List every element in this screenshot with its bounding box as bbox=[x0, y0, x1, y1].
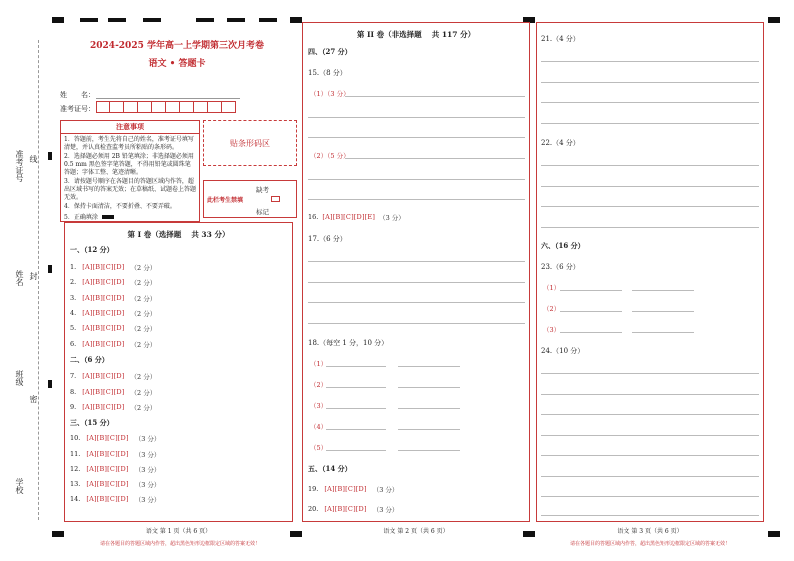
answer-line[interactable] bbox=[308, 282, 525, 283]
notice-item: 2．选择题必须用 2B 铅笔填涂；非选择题必须用 0.5 mm 黑色签字笔答题，不得用铅笔或圆珠笔答题；字体工整、笔迹清晰。 bbox=[64, 153, 194, 176]
answer-line[interactable] bbox=[326, 387, 386, 388]
question-label: 22.（4 分） bbox=[541, 139, 580, 147]
mc-question[interactable]: 2. [A][B][C][D] （2 分） bbox=[70, 278, 157, 287]
question-label: 17.（6 分） bbox=[308, 235, 347, 243]
notice-box bbox=[60, 120, 200, 222]
registration-mark bbox=[52, 531, 64, 537]
answer-line[interactable] bbox=[398, 366, 460, 367]
sub-question-label: （3） bbox=[310, 402, 328, 410]
barcode-area bbox=[203, 120, 297, 166]
absent-checkbox[interactable] bbox=[271, 196, 280, 202]
answer-line[interactable] bbox=[541, 435, 759, 436]
registration-mark bbox=[768, 531, 780, 537]
notice-item: 3．请按题号顺序在各题目的答题区域内作答，超出区域书写的答案无效；在草稿纸、试题卷上答题无效。 bbox=[64, 178, 197, 201]
side-label-class: 班级 bbox=[15, 370, 24, 386]
exam-number-boxes[interactable] bbox=[96, 101, 236, 113]
exam-number-label: 准考证号： bbox=[60, 105, 95, 113]
answer-line[interactable] bbox=[326, 366, 386, 367]
mc-question[interactable]: 12. [A][B][C][D] （3 分） bbox=[70, 465, 161, 474]
notice-item: 5．正确填涂 bbox=[64, 214, 98, 221]
sub-question-label: （4） bbox=[310, 423, 328, 431]
section-title: 六、（16 分） bbox=[541, 241, 585, 250]
question-label: 15.（8 分） bbox=[308, 69, 347, 77]
answer-line[interactable] bbox=[308, 302, 525, 303]
binding-line bbox=[38, 40, 39, 520]
question-label: 24.（10 分） bbox=[541, 347, 585, 355]
answer-line[interactable] bbox=[345, 96, 525, 97]
registration-mark bbox=[227, 18, 245, 22]
sub-question-label: （5） bbox=[310, 444, 328, 452]
answer-line[interactable] bbox=[541, 227, 759, 228]
registration-mark bbox=[143, 18, 161, 22]
section-title: 一、（12 分） bbox=[70, 245, 114, 254]
page-footer: 语文 第 1 页（共 6 页） bbox=[145, 528, 212, 535]
answer-line[interactable] bbox=[308, 137, 525, 138]
registration-mark bbox=[259, 18, 277, 22]
question-label: 21.（4 分） bbox=[541, 35, 580, 43]
mc-question[interactable]: 3. [A][B][C][D] （2 分） bbox=[70, 294, 157, 303]
mc-question[interactable]: 11. [A][B][C][D] （3 分） bbox=[70, 450, 161, 459]
answer-line[interactable] bbox=[560, 311, 622, 312]
registration-mark bbox=[48, 380, 52, 388]
mc-question[interactable]: 16. [A][B][C][D][E] （3 分） bbox=[308, 213, 405, 222]
answer-line[interactable] bbox=[398, 429, 460, 430]
mc-question[interactable]: 20. [A][B][C][D] （3 分） bbox=[308, 505, 399, 514]
mc-question[interactable]: 4. [A][B][C][D] （2 分） bbox=[70, 309, 157, 318]
answer-line[interactable] bbox=[560, 290, 622, 291]
answer-line[interactable] bbox=[326, 408, 386, 409]
answer-line[interactable] bbox=[541, 165, 759, 166]
answer-line[interactable] bbox=[308, 117, 525, 118]
answer-line[interactable] bbox=[398, 408, 460, 409]
mc-question[interactable]: 8. [A][B][C][D] （2 分） bbox=[70, 388, 157, 397]
absent-warning: 此栏考生禁填 bbox=[207, 197, 244, 204]
question-label: 18.（每空 1 分，10 分） bbox=[308, 339, 389, 347]
section-title: 五、（14 分） bbox=[308, 464, 352, 473]
answer-line[interactable] bbox=[308, 261, 525, 262]
page-footer: 语文 第 3 页（共 6 页） bbox=[617, 528, 683, 535]
answer-line[interactable] bbox=[541, 496, 759, 497]
side-label-line: 线 bbox=[29, 155, 38, 163]
answer-line[interactable] bbox=[345, 158, 525, 159]
answer-line[interactable] bbox=[541, 206, 759, 207]
side-label-exam-no: 准考证号 bbox=[15, 150, 24, 182]
absent-bottom-label: 标记 bbox=[256, 208, 269, 216]
answer-line[interactable] bbox=[326, 429, 386, 430]
exam-title: 2024-2025 学年高一上学期第三次月考卷 bbox=[90, 41, 264, 51]
mc-question[interactable]: 6. [A][B][C][D] （2 分） bbox=[70, 340, 157, 349]
mc-question[interactable]: 1. [A][B][C][D] （2 分） bbox=[70, 263, 157, 272]
answer-line[interactable] bbox=[398, 450, 460, 451]
registration-mark bbox=[768, 17, 780, 23]
registration-mark bbox=[52, 17, 64, 23]
sub-question-label: （2） bbox=[543, 305, 561, 313]
sub-question-label: （1）（3 分） bbox=[310, 90, 350, 98]
absent-top-label: 缺考 bbox=[256, 186, 269, 194]
page-footer: 语文 第 2 页（共 6 页） bbox=[383, 528, 449, 535]
answer-line[interactable] bbox=[308, 179, 525, 180]
section-title: 二、（6 分） bbox=[70, 355, 109, 364]
answer-line[interactable] bbox=[541, 61, 759, 62]
registration-mark bbox=[196, 18, 214, 22]
registration-mark bbox=[48, 265, 52, 273]
answer-line[interactable] bbox=[541, 186, 759, 187]
side-label-school: 学校 bbox=[15, 478, 24, 494]
page-warning: 请在各题目的答题区域内作答，超出黑色矩形边框限定区域的答案无效！ bbox=[569, 541, 730, 547]
answer-line[interactable] bbox=[541, 82, 759, 83]
answer-line[interactable] bbox=[541, 515, 759, 516]
barcode-label: 贴条形码区 bbox=[230, 138, 270, 148]
side-label-name: 姓名 bbox=[15, 270, 24, 286]
registration-mark bbox=[108, 18, 126, 22]
absent-box bbox=[203, 180, 297, 218]
filled-sample-mark bbox=[102, 215, 114, 219]
registration-mark bbox=[48, 152, 52, 160]
answer-line[interactable] bbox=[632, 311, 694, 312]
answer-line[interactable] bbox=[541, 102, 759, 103]
answer-line[interactable] bbox=[541, 394, 759, 395]
answer-line[interactable] bbox=[541, 455, 759, 456]
part2-title: 第 II 卷（非选择题 共 117 分） bbox=[356, 30, 476, 39]
side-label-secret: 密 bbox=[29, 395, 38, 403]
answer-line[interactable] bbox=[541, 123, 759, 124]
page-warning: 请在各题目的答题区域内作答，超出黑色矩形边框限定区域的答案无效！ bbox=[99, 541, 260, 547]
sub-question-label: （1） bbox=[543, 284, 561, 292]
sub-question-label: （2）（5 分） bbox=[310, 152, 350, 160]
mc-question[interactable]: 19. [A][B][C][D] （3 分） bbox=[308, 485, 399, 494]
name-field[interactable] bbox=[96, 98, 240, 99]
answer-line[interactable] bbox=[541, 414, 759, 415]
notice-title: 注意事项 bbox=[61, 121, 199, 134]
mc-question[interactable]: 13. [A][B][C][D] （3 分） bbox=[70, 480, 161, 489]
answer-line[interactable] bbox=[308, 323, 525, 324]
sub-question-label: （1） bbox=[310, 360, 328, 368]
section-title: 四、（27 分） bbox=[308, 47, 352, 56]
registration-mark bbox=[290, 17, 302, 23]
part1-title: 第 I 卷（选择题 共 33 分） bbox=[127, 230, 230, 239]
mc-question[interactable]: 9. [A][B][C][D] （2 分） bbox=[70, 403, 157, 412]
notice-item: 4．保持卡面清洁，不要折叠、不要弄破。 bbox=[64, 203, 176, 210]
answer-line[interactable] bbox=[326, 450, 386, 451]
answer-line[interactable] bbox=[632, 332, 694, 333]
answer-line[interactable] bbox=[308, 199, 525, 200]
part3-panel bbox=[536, 22, 764, 522]
notice-item: 1．答题前，考生先将自己的姓名，准考证号填写清楚，并认真检查监考员所粘贴的条形码。 bbox=[64, 136, 194, 151]
section-title: 三、（15 分） bbox=[70, 418, 114, 427]
answer-line[interactable] bbox=[398, 387, 460, 388]
answer-line[interactable] bbox=[632, 290, 694, 291]
question-label: 23.（6 分） bbox=[541, 263, 580, 271]
answer-line[interactable] bbox=[541, 373, 759, 374]
sub-question-label: （2） bbox=[310, 381, 328, 389]
mc-question[interactable]: 5. [A][B][C][D] （2 分） bbox=[70, 324, 157, 333]
answer-line[interactable] bbox=[560, 332, 622, 333]
mc-question[interactable]: 7. [A][B][C][D] （2 分） bbox=[70, 372, 157, 381]
side-label-seal: 封 bbox=[29, 272, 38, 280]
registration-mark bbox=[80, 18, 98, 22]
answer-line[interactable] bbox=[541, 476, 759, 477]
sub-question-label: （3） bbox=[543, 326, 561, 334]
mc-question[interactable]: 14. [A][B][C][D] （3 分） bbox=[70, 495, 161, 504]
exam-subtitle: 语文 • 答题卡 bbox=[148, 59, 206, 69]
mc-question[interactable]: 10. [A][B][C][D] （3 分） bbox=[70, 434, 161, 443]
name-label: 姓 名： bbox=[60, 91, 95, 99]
